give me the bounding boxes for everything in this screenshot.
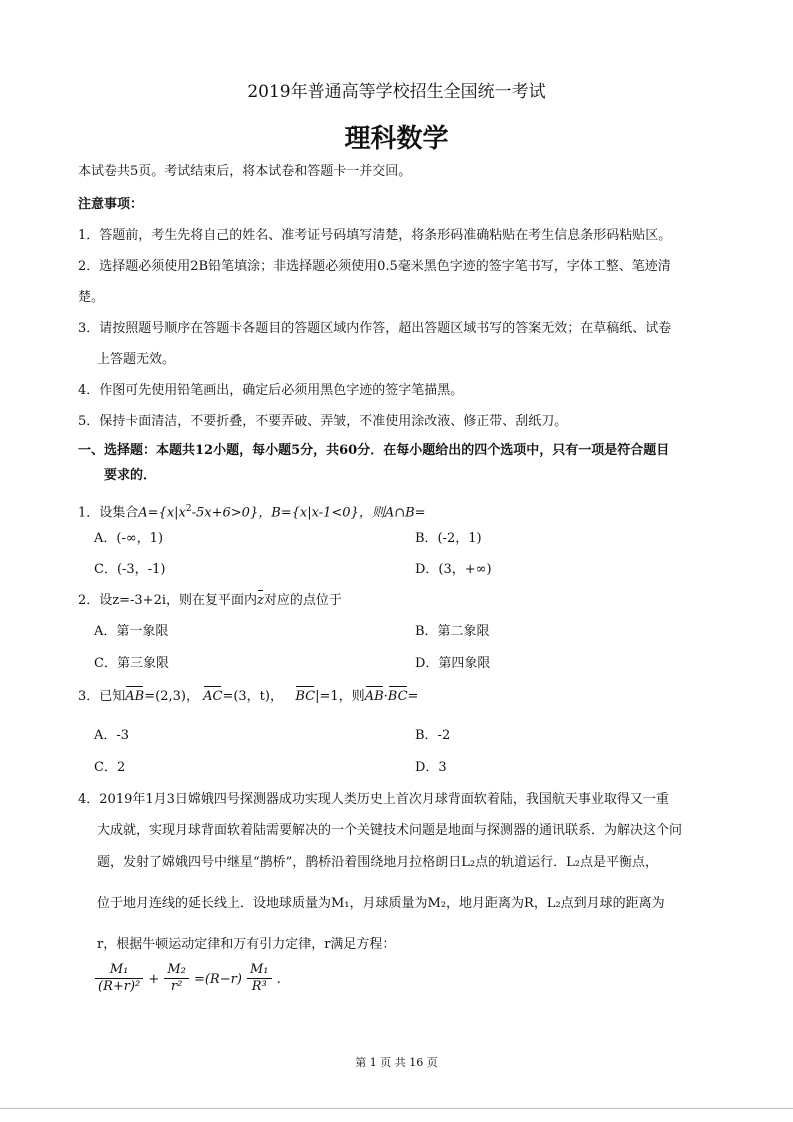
option-a: A．第一象限: [94, 624, 169, 639]
exam-title: 2019年普通高等学校招生全国统一考试: [247, 82, 546, 102]
fraction-2: $\frac{\text{M₂}}{\text{r²}}$: [164, 962, 189, 995]
bottom-divider: [0, 1108, 793, 1109]
question-1-stem: 1．设集合$A=\{x|x^2-5x+6>0\}$，B={x|x-1<0}，则A∩B=: [78, 504, 426, 521]
fraction-1: $\frac{\text{M₁}}{\text{(R+r)²}}$: [95, 962, 143, 995]
option-b: B．(-2，1): [415, 531, 482, 546]
note-item: 3．请按照题号顺序在答题卡各题目的答题区域内作答，超出答题区域书写的答案无效；在草稿纸、试卷: [78, 321, 672, 336]
option-a: A．(-∞，1): [94, 531, 164, 546]
option-c: C．第三象限: [94, 656, 169, 671]
fraction-3: $\frac{\text{M₁}}{\text{R³}}$: [247, 962, 272, 995]
note-item: 2．选择题必须使用2B铅笔填涂；非选择题必须使用0.5毫米黑色字迹的签字笔书写，字体工整、笔迹清: [78, 259, 671, 274]
option-d: D．(3，+∞): [415, 562, 492, 577]
option-d: D．第四象限: [415, 656, 491, 671]
question-4-line: 位于地月连线的延长线上．设地球质量为M₁，月球质量为M₂，地月距离为R，L₂点到月球的距离为: [97, 896, 665, 911]
option-b: B．第二象限: [415, 624, 490, 639]
note-item: 4．作图可先使用铅笔画出，确定后必须用黑色字迹的签字笔描黑。: [78, 383, 464, 398]
section-heading: 一、选择题：本题共12小题，每小题5分，共60分．在每小题给出的四个选项中，只有一项是符合题目: [78, 443, 670, 458]
option-b: B．-2: [415, 728, 451, 743]
option-d: D．3: [415, 760, 447, 775]
question-4-line: 大成就，实现月球背面软着陆需要解决的一个关键技术问题是地面与探测器的通讯联系．为解决这个问: [97, 823, 683, 838]
question-3-stem: 3．已知AB=(2,3)， AC=(3，t)， BC|=1，则AB·BC=: [78, 689, 419, 704]
note-item: 楚。: [78, 290, 105, 305]
equation: $\frac{\text{M₁}}{\text{(R+r)²}}$ + $\frac{\text{M₂}}{\text{r²}}$ =(R−r) $\frac{\text{M₁}}{\text{R³}}$ .: [95, 962, 281, 995]
question-2-stem: 2．设z=-3+2i，则在复平面内z对应的点位于: [78, 593, 342, 608]
subject-title: 理科数学: [344, 124, 449, 154]
question-4-line: 题，发射了嫦娥四号中继星“鹊桥”，鹊桥沿着围绕地月拉格朗日L₂点的轨道运行．L₂点是平衡点，: [97, 855, 658, 870]
note-item: 1．答题前，考生先将自己的姓名、准考证号码填写清楚，将条形码准确粘贴在考生信息条形码粘贴区。: [78, 228, 672, 243]
page-number: 第 1 页 共 16 页: [355, 1056, 438, 1069]
section-heading-cont: 要求的．: [104, 468, 157, 483]
note-item: 5．保持卡面清洁，不要折叠，不要弄破、弄皱，不准使用涂改液、修正带、刮纸刀。: [78, 414, 568, 429]
option-a: A．-3: [94, 728, 130, 743]
intro-text: 本试卷共5页。考试结束后，将本试卷和答题卡一并交回。: [78, 164, 412, 179]
option-c: C．2: [94, 760, 126, 775]
question-4-line: r，根据牛顿运动定律和万有引力定律，r满足方程：: [97, 937, 396, 952]
notes-heading: 注意事项：: [78, 197, 144, 212]
option-c: C．(-3，-1): [94, 562, 166, 577]
note-item: 上答题无效。: [97, 352, 176, 367]
question-4-line: 4．2019年1月3日嫦娥四号探测器成功实现人类历史上首次月球背面软着陆，我国航天事业取得又一重: [78, 792, 669, 807]
